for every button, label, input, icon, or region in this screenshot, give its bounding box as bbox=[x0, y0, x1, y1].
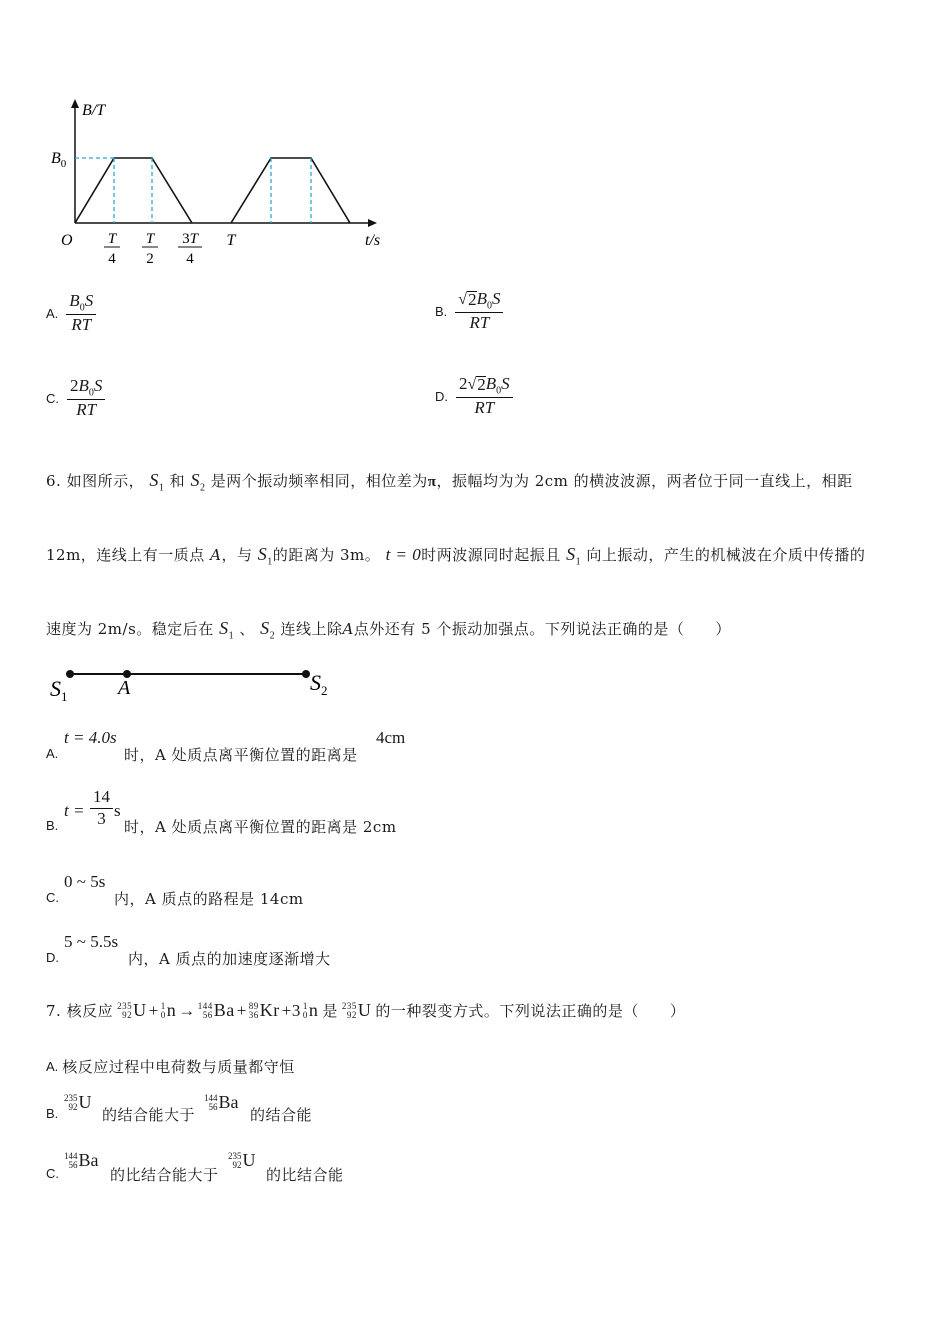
q6-stem-line-3: 速度为 2m/s。稳定后在 $S_1$ 、 $S_2$ 连线上除A点外还有 5 个振动加强点。下列说法正确的是（ ） bbox=[46, 618, 731, 642]
nuclear-equation: 235 92 U + 1 0 n → 144 56 Ba + 89 36 Kr +3 1 0 n bbox=[117, 1000, 319, 1020]
x-axis-label: t/s bbox=[365, 232, 381, 249]
y-axis-arrow bbox=[71, 99, 79, 108]
option-label: C. bbox=[46, 1166, 59, 1181]
option-a-fraction: $\frac{B_0S}{RT}$ bbox=[66, 292, 96, 335]
option-b-fraction: $\frac{14}{3}$ bbox=[90, 788, 113, 828]
ba144-symbol: 144 56 Ba bbox=[64, 1150, 99, 1170]
b0-label: $B_0$ bbox=[51, 150, 67, 170]
option-label: D. bbox=[435, 389, 448, 405]
s1-label: $S_1$ bbox=[50, 676, 68, 704]
option-d-text: 内，A 质点的加速度逐渐增大 bbox=[128, 950, 331, 968]
svg-text:2: 2 bbox=[146, 251, 154, 267]
svg-text:T: T bbox=[145, 231, 155, 247]
option-a-value: 4cm bbox=[376, 728, 406, 747]
u235-symbol: 235 92 U bbox=[64, 1092, 92, 1112]
s1-symbol: $S_1$ bbox=[149, 470, 165, 494]
option-b-text: 时，A 处质点离平衡位置的距离是 2cm bbox=[124, 818, 397, 836]
option-label: C. bbox=[46, 890, 59, 905]
option-c-fraction: $\frac{2B_0S}{RT}$ bbox=[67, 377, 105, 420]
q7-stem: 7. 核反应 235 92 U + 1 0 n → 144 56 Ba + 89 36 Kr +3 1 0 n 是 235 92 U 的一种裂变方式。下列说法正确的是（ ） bbox=[46, 1000, 686, 1020]
origin-label: O bbox=[61, 232, 73, 249]
a-label: A bbox=[118, 677, 131, 699]
q6-option-d[interactable] bbox=[46, 930, 446, 970]
x-axis-arrow bbox=[368, 219, 377, 227]
s1-symbol: $S_1$ bbox=[566, 544, 582, 568]
s1-point bbox=[66, 670, 74, 678]
option-label: C. bbox=[46, 391, 59, 407]
option-label: B. bbox=[46, 1106, 59, 1121]
s1-a-s2-figure bbox=[44, 660, 344, 705]
q7-option-b[interactable]: B. 235 92 U 的结合能大于 144 56 Ba 的结合能 bbox=[46, 1092, 313, 1124]
s1-symbol: $S_1$ bbox=[257, 544, 273, 568]
s1-symbol: $S_1$ bbox=[219, 618, 235, 642]
option-label: B. bbox=[435, 304, 448, 320]
q7-option-a[interactable]: A. 核反应过程中电荷数与质量都守恒 bbox=[46, 1058, 295, 1076]
option-d-fraction: 2 √ 2 $B_0S$ RT bbox=[456, 375, 513, 418]
s2-label: $S_2$ bbox=[310, 670, 328, 698]
svg-text:3T: 3T bbox=[182, 231, 198, 247]
b-curve-second bbox=[231, 158, 350, 223]
ba144-symbol: 144 56 Ba bbox=[204, 1092, 239, 1112]
q5-option-a[interactable] bbox=[46, 292, 96, 335]
option-d-math: 5 ~ 5.5s bbox=[64, 932, 119, 951]
b-curve-first bbox=[75, 158, 192, 223]
svg-text:T: T bbox=[107, 231, 117, 247]
q6-option-a[interactable] bbox=[46, 728, 446, 768]
tick-t: T bbox=[226, 232, 236, 249]
option-a-text: 时，A 处质点离平衡位置的距离是 bbox=[124, 746, 358, 764]
q6-option-b[interactable]: B. t = $\frac{14}{3}$ s 时，A 处质点离平衡位置的距离是 2cm bbox=[46, 787, 397, 836]
q7-option-c[interactable]: C. 144 56 Ba 的比结合能大于 235 92 U 的比结合能 bbox=[46, 1150, 344, 1184]
option-c-math: 0 ~ 5s bbox=[64, 872, 106, 891]
u235-symbol: 235 92 U bbox=[228, 1150, 256, 1170]
svg-text:4: 4 bbox=[186, 251, 194, 267]
option-label: D. bbox=[46, 950, 59, 965]
b-t-graph bbox=[40, 95, 400, 270]
q6-option-c[interactable] bbox=[46, 870, 446, 910]
s2-symbol: $S_2$ bbox=[190, 470, 206, 494]
tick-t-over-2 bbox=[142, 231, 158, 267]
option-c-text: 内，A 质点的路程是 14cm bbox=[114, 890, 304, 908]
option-label: A. bbox=[46, 746, 59, 761]
q5-option-d[interactable] bbox=[435, 375, 513, 418]
tick-t-over-4 bbox=[104, 231, 120, 267]
option-a-math: t = 4.0s bbox=[64, 728, 117, 747]
y-axis-label: B/T bbox=[82, 102, 106, 119]
svg-text:4: 4 bbox=[108, 251, 116, 267]
s2-symbol: $S_2$ bbox=[260, 618, 276, 642]
q6-stem-line-1: 6. 如图所示， $S_1$ 和 $S_2$ 是两个振动频率相同，相位差为π，振幅均为为 2cm 的横波波源，两者位于同一直线上，相距 bbox=[46, 470, 853, 494]
option-label: B. bbox=[46, 818, 59, 833]
option-label: A. bbox=[46, 306, 59, 322]
option-b-fraction: √ 2 $B_0S$ RT bbox=[455, 290, 503, 333]
option-label: A. bbox=[46, 1059, 59, 1074]
q6-stem-line-2: 12m，连线上有一质点 A，与 $S_1$的距离为 3m。 t = 0时两波源同时起振且 $S_1$ 向上振动，产生的机械波在介质中传播的 bbox=[46, 544, 866, 568]
tick-3t-over-4 bbox=[178, 231, 202, 267]
s2-point bbox=[302, 670, 310, 678]
q5-option-c[interactable] bbox=[46, 377, 105, 420]
u235-symbol: 235 92 U bbox=[341, 1000, 372, 1020]
q5-option-b[interactable] bbox=[435, 290, 503, 333]
